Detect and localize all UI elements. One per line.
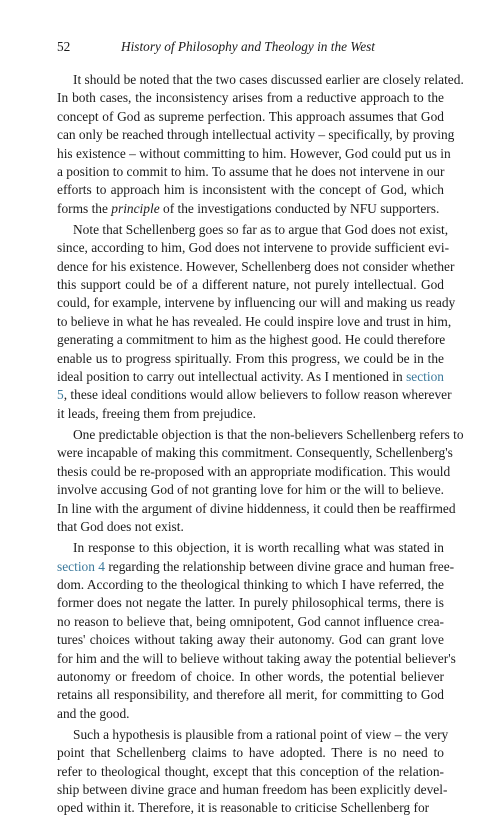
running-title: History of Philosophy and Theology in the West <box>121 39 375 54</box>
text-line <box>57 181 444 199</box>
line-text: for him and the will to believe without taking away the potential believer's <box>57 650 456 666</box>
line-text: involve accusing God of not granting love for him or the will to believe. <box>57 482 444 498</box>
line-text: ship between divine grace and human freedom has been explicitly devel- <box>57 782 448 798</box>
emphasis-text: principle <box>111 200 160 216</box>
text-line <box>57 386 452 404</box>
paragraph <box>57 71 464 218</box>
text-line <box>57 576 444 594</box>
body-text <box>57 71 464 818</box>
text-line <box>57 368 444 386</box>
line-text: tures' choices without taking away their autonomy. God can grant love <box>57 632 444 648</box>
line-text: of the investigations conducted by NFU supporters. <box>159 200 440 216</box>
text-line <box>57 558 455 576</box>
text-line <box>57 126 455 144</box>
line-text: can only be reached through intellectual activity – specifically, by proving <box>57 127 455 143</box>
line-text: point that Schellenberg claims to have adopted. There is no need to <box>57 745 444 761</box>
text-line <box>57 705 444 723</box>
text-line <box>57 294 456 312</box>
text-line <box>57 145 451 163</box>
text-line <box>57 500 456 518</box>
paragraph <box>57 426 464 536</box>
line-text: and the good. <box>57 705 130 721</box>
line-text: dence for his existence. However, Schellenberg does not consider whether <box>57 258 455 274</box>
line-text: his existence – without committing to him. However, God could put us in <box>57 145 451 161</box>
text-line <box>57 426 464 444</box>
section-link[interactable]: 5 <box>57 387 64 403</box>
line-text: retains all responsibility, and therefore all merit, for committing to God <box>57 687 444 703</box>
line-text: In both cases, the inconsistency arises from a reductive approach to the <box>57 90 444 106</box>
text-line <box>57 481 444 499</box>
text-line <box>57 350 444 368</box>
line-text: enable us to progress spiritually. From this progress, we could be in the <box>57 350 444 366</box>
page-number: 52 <box>57 39 71 54</box>
text-line <box>57 163 444 181</box>
text-line <box>57 444 453 462</box>
line-text: could, for example, intervene by influencing our will and making us ready <box>57 295 456 311</box>
line-text: to believe in what he has revealed. He could inspire love and trust in him, <box>57 313 452 329</box>
line-text: It should be noted that the two cases discussed earlier are closely related. <box>73 72 464 87</box>
paragraph <box>57 726 449 818</box>
line-text: Note that Schellenberg goes so far as to argue that God does not exist, <box>73 221 449 237</box>
text-line <box>57 331 444 349</box>
running-header <box>57 38 443 56</box>
line-text: In response to this objection, it is worth recalling what was stated in <box>73 540 444 556</box>
text-line <box>57 89 444 107</box>
line-text: a position to commit to him. To assume that he does not intervene in our <box>57 163 445 179</box>
text-line <box>57 200 444 218</box>
line-text: this support could be of a different nature, not purely intellectual. God <box>57 277 444 293</box>
text-line <box>57 686 444 704</box>
section-link[interactable]: section <box>406 369 444 385</box>
line-text: Such a hypothesis is plausible from a rational point of view – the very <box>73 726 449 742</box>
text-line <box>57 631 444 649</box>
text-line <box>57 726 449 744</box>
paragraph <box>57 539 456 723</box>
text-line <box>57 463 451 481</box>
text-line <box>57 539 444 557</box>
text-line <box>57 221 449 239</box>
section-link[interactable]: section 4 <box>57 558 105 574</box>
text-line <box>57 668 444 686</box>
text-line <box>57 781 448 799</box>
text-line <box>57 594 444 612</box>
line-text: In line with the argument of divine hiddenness, it could then be reaffirmed <box>57 500 456 516</box>
text-line <box>57 108 444 126</box>
text-line <box>57 763 444 781</box>
line-text: forms the <box>57 200 112 216</box>
line-text: thesis could be re-proposed with an appropriate modification. This would <box>57 463 451 479</box>
text-line <box>57 239 450 257</box>
line-text: autonomy or freedom of choice. In other words, the potential believer <box>57 668 444 684</box>
text-line <box>57 258 455 276</box>
line-text: former does not negate the latter. In purely philosophical terms, there is <box>57 595 444 611</box>
line-text: dom. According to the theological thinking to which I have referred, the <box>57 576 444 592</box>
line-text: ideal position to carry out intellectual activity. As I mentioned in <box>57 369 407 385</box>
line-text: efforts to approach him is inconsistent with the concept of God, which <box>57 182 444 198</box>
line-text: concept of God as supreme perfection. This approach assumes that God <box>57 108 444 124</box>
line-text: refer to theological thought, except that this conception of the relation- <box>57 763 444 779</box>
line-text: regarding the relationship between divine grace and human free- <box>104 558 455 574</box>
line-text: that God does not exist. <box>57 518 184 534</box>
line-text: no reason to believe that, being omnipotent, God cannot influence crea- <box>57 613 444 629</box>
text-line <box>57 313 452 331</box>
line-text: , these ideal conditions would allow believers to follow reason wherever <box>63 387 452 403</box>
text-line <box>57 799 444 817</box>
line-text: were incapable of making this commitment. Consequently, Schellenberg's <box>57 445 453 461</box>
text-line <box>57 744 444 762</box>
line-text: generating a commitment to him as the highest good. He could therefore <box>57 332 446 348</box>
line-text: One predictable objection is that the non-believers Schellenberg refers to <box>73 427 464 443</box>
paragraph <box>57 221 456 423</box>
text-line <box>57 276 444 294</box>
text-line <box>57 71 464 89</box>
text-line <box>57 613 444 631</box>
line-text: since, according to him, God does not intervene to provide sufficient evi- <box>57 240 450 256</box>
line-text: oped within it. Therefore, it is reasonable to criticise Schellenberg for <box>57 800 430 816</box>
text-line <box>57 650 456 668</box>
text-line <box>57 518 444 536</box>
text-line <box>57 405 444 423</box>
line-text: it leads, freeing them from prejudice. <box>57 405 256 421</box>
